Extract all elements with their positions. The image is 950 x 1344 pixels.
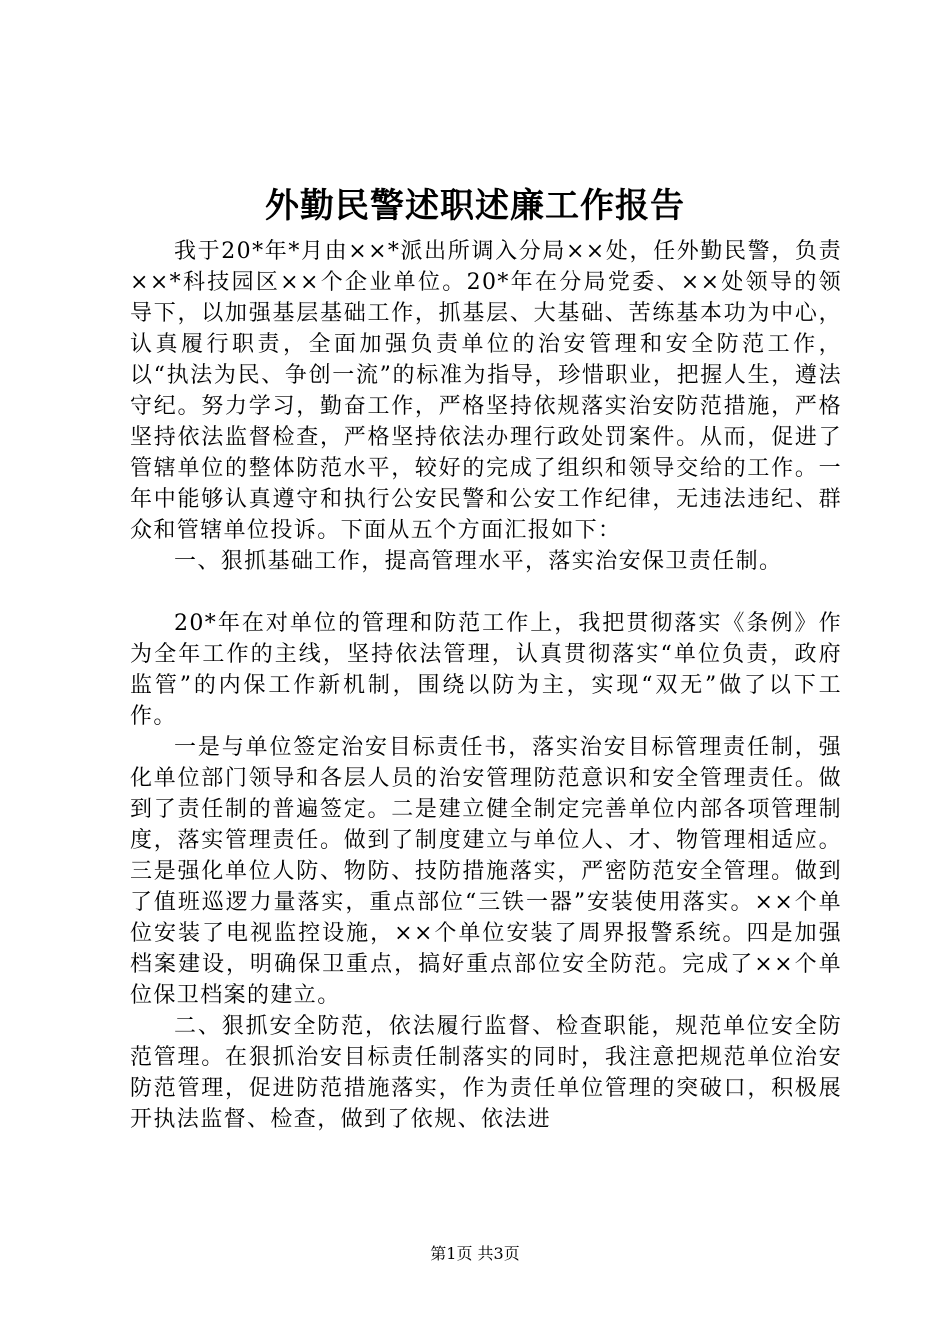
- document-body: [130, 236, 842, 1135]
- paragraph-section-1-details: 一是与单位签定治安目标责任书，落实治安目标管理责任制，强化单位部门领导和各层人员的治安管理防范意识和安全管理责任。做到了责任制的普遍签定。二是建立健全制定完善单位内部各项管理制度，落实管理责任。做到了制度建立与单位人、才、物管理相适应。三是强化单位人防、物防、技防措施落实，严密防范安全管理。做到了值班巡逻力量落实，重点部位“三铁一器”安装使用落实。××个单位安装了电视监控设施，××个单位安装了周界报警系统。四是加强档案建设，明确保卫重点，搞好重点部位安全防范。完成了××个单位保卫档案的建立。: [130, 735, 842, 1008]
- section-heading-1: 一、狠抓基础工作，提高管理水平，落实治安保卫责任制。: [174, 549, 783, 574]
- page-number-footer: 第1页 共3页: [430, 1244, 520, 1263]
- paragraph-section-1-overview: 20*年在对单位的管理和防范工作上，我把贯彻落实《条例》作为全年工作的主线，坚持依法管理，认真贯彻落实“单位负责，政府监管”的内保工作新机制，围绕以防为主，实现“双无”做了以下工作。: [130, 611, 842, 729]
- document-title: 外勤民警述职述廉工作报告: [265, 186, 685, 226]
- paragraph-section-2: 二、狠抓安全防范，依法履行监督、检查职能，规范单位安全防范管理。在狠抓治安目标责任制落实的同时，我注意把规范单位治安防范管理，促进防范措施落实，作为责任单位管理的突破口，积极展开执法监督、检查，做到了依规、依法进: [130, 1014, 842, 1132]
- paragraph-intro: 我于20*年*月由××*派出所调入分局××处，任外勤民警，负责××*科技园区××个企业单位。20*年在分局党委、××处领导的领导下，以加强基层基础工作，抓基层、大基础、苦练基本功为中心，认真履行职责，全面加强负责单位的治安管理和安全防范工作，以“执法为民、争创一流”的标准为指导，珍惜职业，把握人生，遵法守纪。努力学习，勤奋工作，严格坚持依规落实治安防范措施，严格坚持依法监督检查，严格坚持依法办理行政处罚案件。从而，促进了管辖单位的整体防范水平，较好的完成了组织和领导交给的工作。一年中能够认真遵守和执行公安民警和公安工作纪律，无违法违纪、群众和管辖单位投诉。下面从五个方面汇报如下：: [130, 239, 842, 543]
